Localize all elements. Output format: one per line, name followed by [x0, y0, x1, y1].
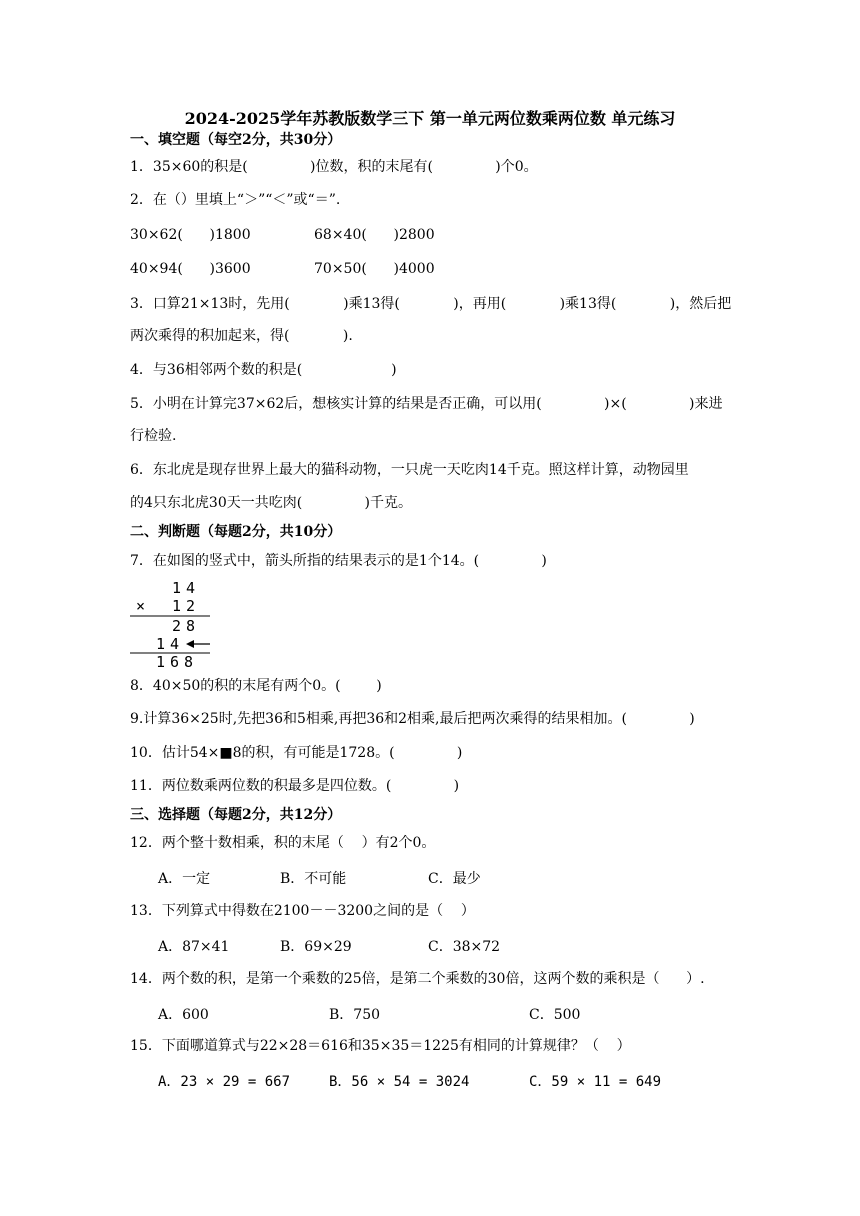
calc-row-3: 28 — [172, 617, 201, 635]
question-8: 8．40×50的积的末尾有两个0。( ) — [130, 678, 382, 694]
arrow-left-icon — [186, 640, 210, 648]
question-13-option-b: B．69×29 — [280, 939, 352, 955]
question-3-line-2: 两次乘得的积加起来，得( ). — [130, 328, 353, 344]
question-12-option-c: C．最少 — [428, 871, 481, 887]
question-12-option-a: A．一定 — [158, 871, 211, 887]
question-14-option-b: B．750 — [329, 1007, 381, 1023]
question-13: 13．下列算式中得数在2100－－3200之间的是（ ） — [130, 903, 475, 919]
calc-row-1: 14 — [172, 579, 201, 597]
section-heading-fill-blank: 一、填空题（每空2分，共30分） — [130, 132, 342, 148]
question-7: 7．在如图的竖式中，箭头所指的结果表示的是1个14。( ) — [130, 553, 547, 569]
question-2-item-c: 40×94( )3600 — [130, 261, 251, 277]
question-15-option-b: B．56 × 54 = 3024 — [329, 1074, 470, 1090]
question-15-option-a: A．23 × 29 = 667 — [158, 1074, 291, 1090]
question-2: 2．在（）里填上“＞”“＜”或“＝”. — [130, 192, 341, 208]
question-13-option-c: C．38×72 — [428, 939, 501, 955]
question-12: 12．两个整十数相乘，积的末尾（ ）有2个0。 — [130, 835, 436, 851]
question-13-option-a: A．87×41 — [158, 939, 230, 955]
question-14-option-c: C．500 — [529, 1007, 581, 1023]
question-9: 9.计算36×25时,先把36和5相乘,再把36和2相乘,最后把两次乘得的结果相加。( ) — [130, 711, 695, 727]
calc-times-sign: × — [136, 597, 146, 615]
question-15: 15．下面哪道算式与22×28＝616和35×35＝1225有相同的计算规律？（ ） — [130, 1038, 631, 1054]
page-title: 2024-2025学年苏教版数学三下 第一单元两位数乘两位数 单元练习 — [184, 109, 676, 128]
section-heading-multiple-choice: 三、选择题（每题2分，共12分） — [130, 807, 342, 823]
question-4: 4．与36相邻两个数的积是( ) — [130, 362, 397, 378]
question-5-line-2: 行检验. — [130, 428, 177, 444]
question-14: 14．两个数的积，是第一个乘数的25倍，是第二个乘数的30倍，这两个数的乘积是（ ）. — [130, 971, 705, 987]
question-1: 1．35×60的积是( )位数，积的末尾有( )个0。 — [130, 159, 538, 175]
question-5-line-1: 5．小明在计算完37×62后，想核实计算的结果是否正确，可以用( )×( )来进 — [130, 396, 723, 412]
question-6-line-2: 的4只东北虎30天一共吃肉( )千克。 — [130, 495, 412, 511]
question-14-option-a: A．600 — [158, 1007, 209, 1023]
question-12-option-b: B．不可能 — [280, 871, 347, 887]
calc-row-4: 14 — [156, 635, 185, 653]
calc-row-2: 12 — [172, 597, 201, 615]
calc-row-5: 168 — [156, 653, 199, 668]
question-2-item-b: 68×40( )2800 — [314, 227, 435, 243]
vertical-multiplication-figure — [128, 578, 218, 668]
question-2-item-d: 70×50( )4000 — [314, 261, 435, 277]
question-6-line-1: 6．东北虎是现存世界上最大的猫科动物，一只虎一天吃肉14千克。照这样计算，动物园里 — [130, 462, 689, 478]
question-10: 10．估计54×■8的积，有可能是1728。( ) — [130, 745, 463, 761]
question-3-line-1: 3．口算21×13时，先用( )乘13得( )，再用( )乘13得( )，然后把 — [130, 296, 732, 312]
section-heading-true-false: 二、判断题（每题2分，共10分） — [130, 524, 342, 540]
question-15-option-c: C．59 × 11 = 649 — [529, 1074, 662, 1090]
question-11: 11．两位数乘两位数的积最多是四位数。( ) — [130, 778, 460, 794]
question-2-item-a: 30×62( )1800 — [130, 227, 251, 243]
